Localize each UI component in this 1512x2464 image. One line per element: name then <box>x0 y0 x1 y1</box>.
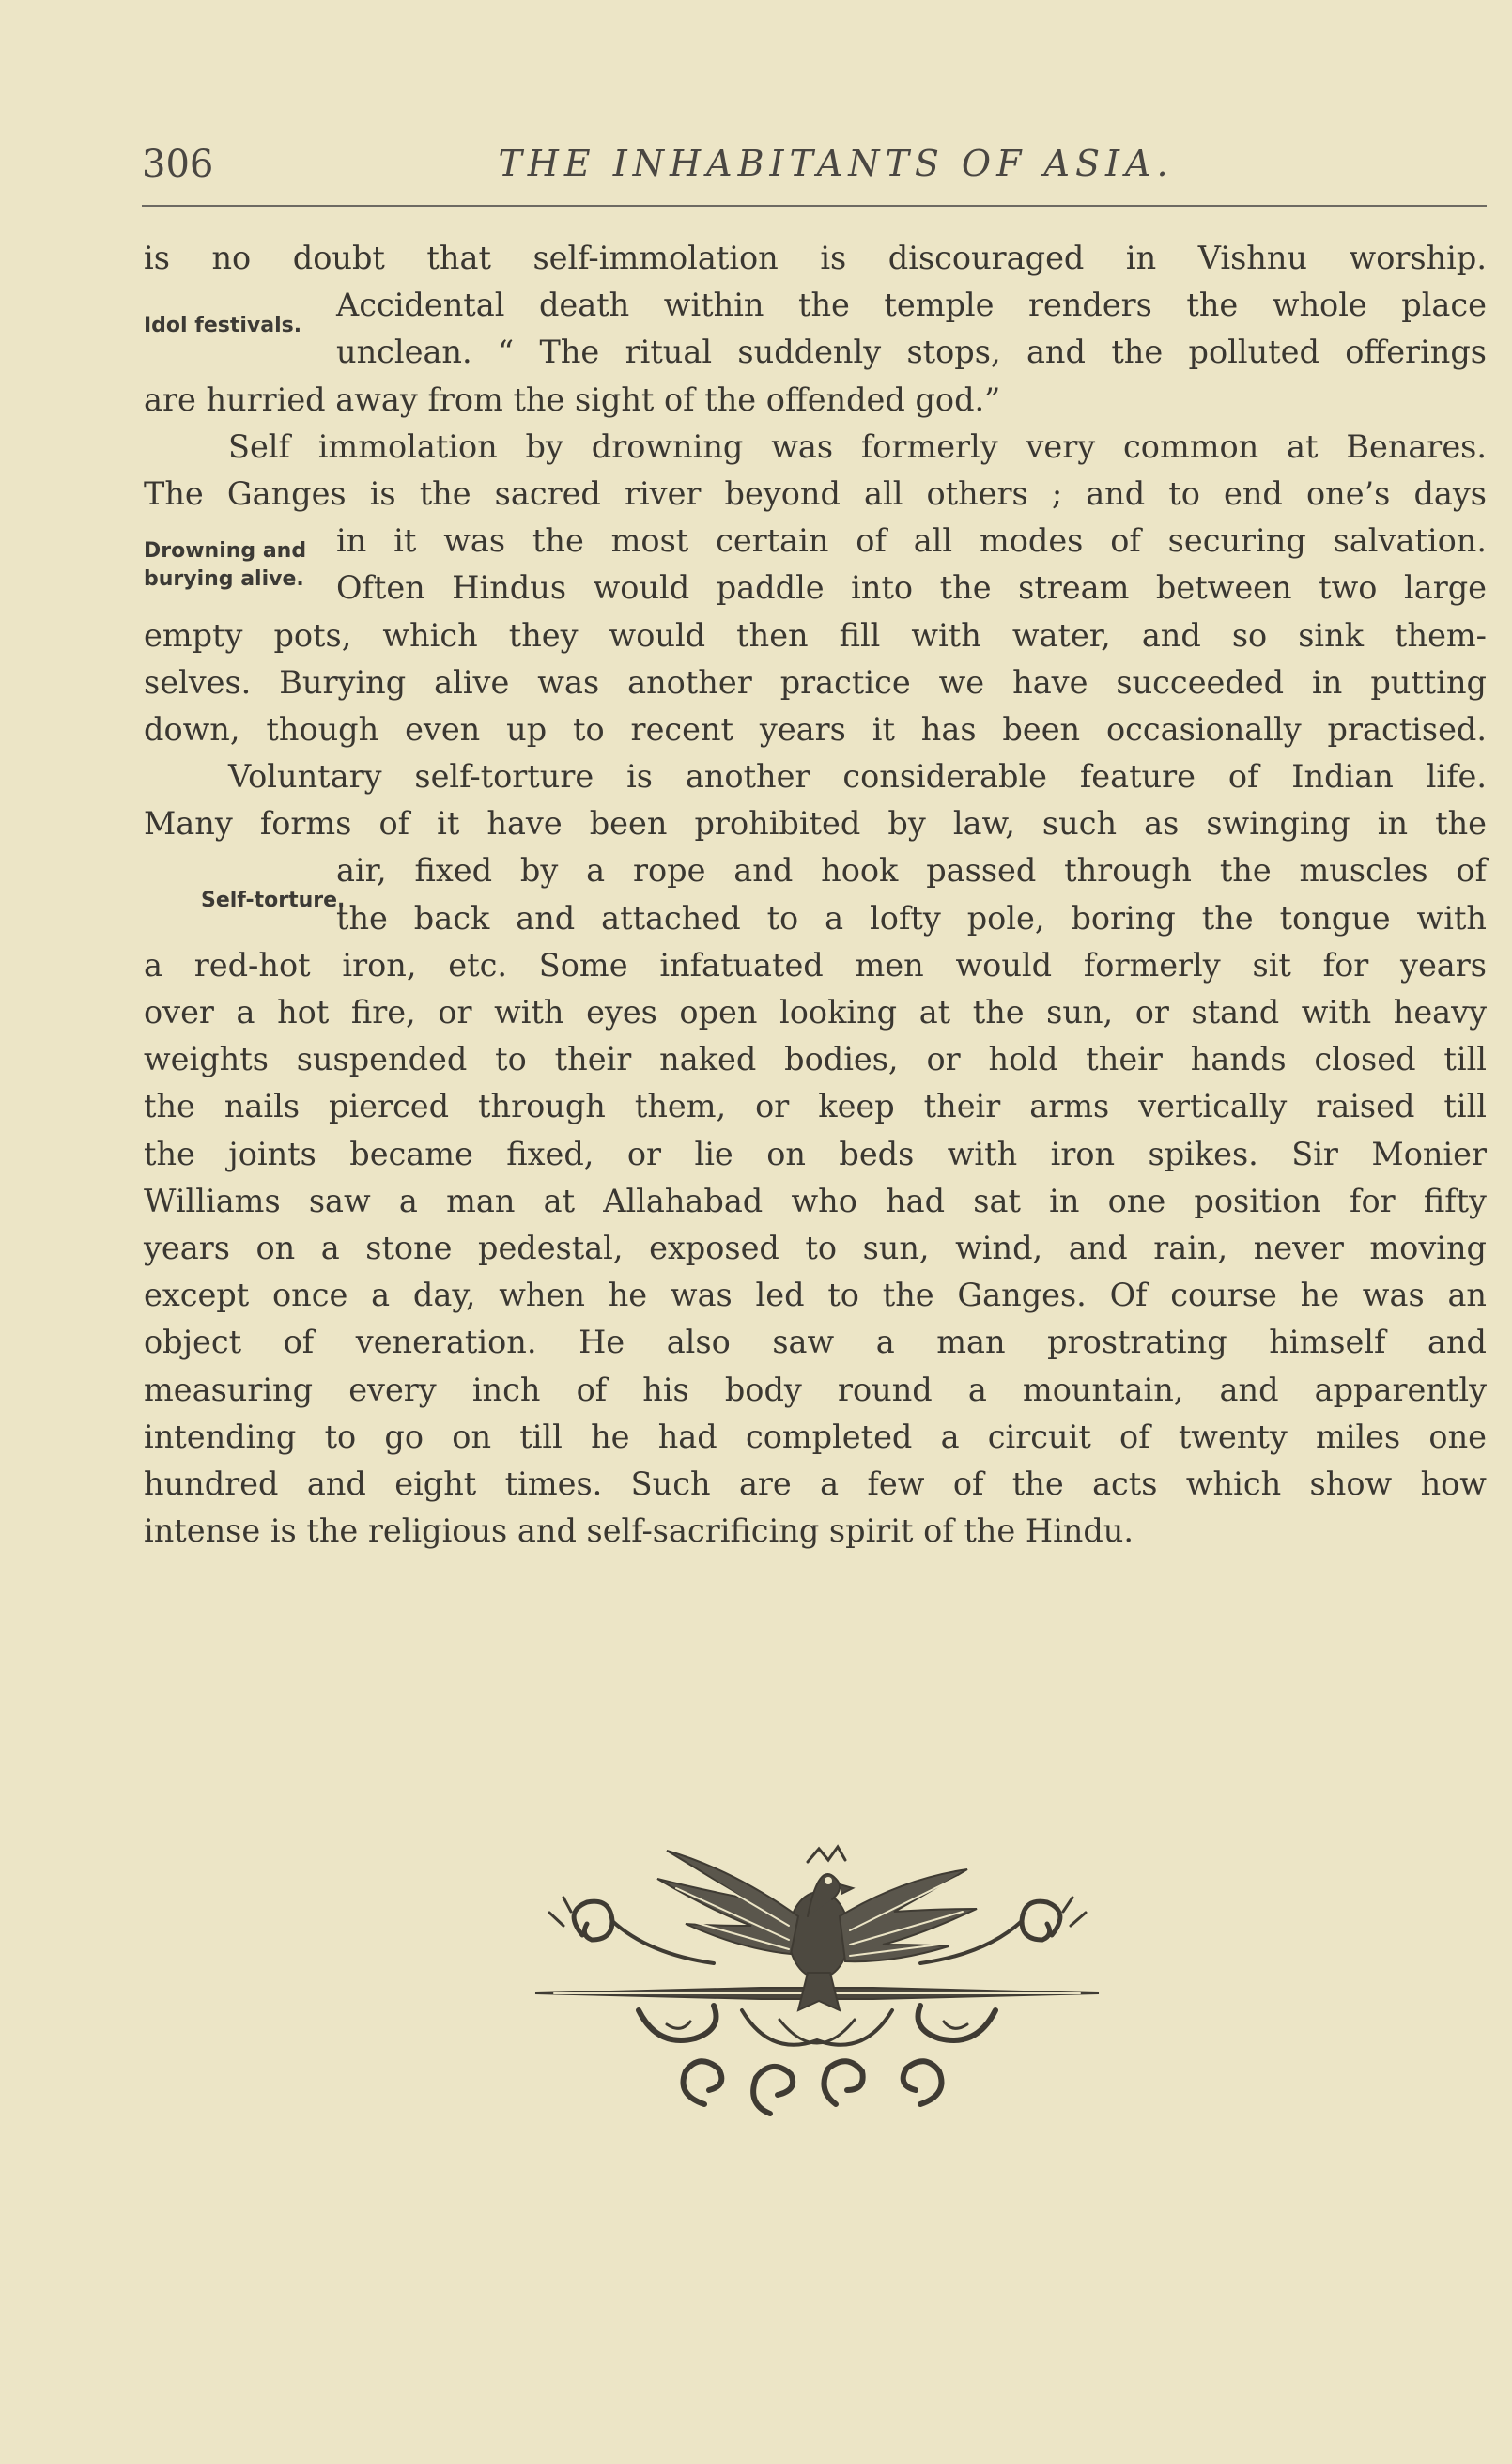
text-line: weights suspended to their naked bodies, or hold their hands closed till <box>144 1041 1487 1078</box>
text-line: are hurried away from the sight of the offended god.” <box>144 380 1001 418</box>
text-line: Voluntary self-torture is another considerable feature of Indian life. <box>228 758 1487 796</box>
text-line: Many forms of it have been prohibited by law, such as swinging in the <box>144 805 1487 843</box>
body-text <box>144 235 1487 1555</box>
text-line: a red-hot iron, etc. Some infatuated men would formerly sit for years <box>144 946 1487 984</box>
text-line: intense is the religious and self-sacrificing spirit of the Hindu. <box>144 1512 1134 1550</box>
text-line: over a hot fire, or with eyes open looking at the sun, or stand with heavy <box>144 994 1487 1031</box>
text-line: The Ganges is the sacred river beyond all others ; and to end one’s days <box>144 474 1487 512</box>
text-line: unclean. “ The ritual suddenly stops, and the polluted offerings <box>336 333 1487 371</box>
text-line: measuring every inch of his body round a mountain, and apparently <box>144 1371 1487 1408</box>
text-line: in it was the most certain of all modes of securing salvation. <box>336 522 1487 560</box>
text-line: Accidental death within the temple renders the whole place <box>336 287 1487 324</box>
text-line: the joints became fixed, or lie on beds with iron spikes. Sir Monier <box>144 1135 1487 1172</box>
text-line: air, fixed by a rope and hook passed through the muscles of <box>336 852 1487 890</box>
text-line: except once a day, when he was led to the Ganges. Of course he was an <box>144 1277 1487 1314</box>
text-line: hundred and eight times. Such are a few of the acts which show how <box>144 1464 1487 1502</box>
text-line: the nails pierced through them, or keep their arms vertically raised till <box>144 1088 1487 1125</box>
text-line: intending to go on till he had completed a circuit of twenty miles one <box>144 1418 1487 1455</box>
sidenote-drowning: Drowning and <box>144 539 307 563</box>
page-number: 306 <box>142 143 214 186</box>
text-line: years on a stone pedestal, exposed to sun, wind, and rain, never moving <box>144 1229 1487 1266</box>
sidenote-burying-alive: burying alive. <box>144 567 304 591</box>
text-line: down, though even up to recent years it has been occasionally practised. <box>144 710 1487 748</box>
text-line: empty pots, which they would then fill with water, and so sink them- <box>144 616 1487 654</box>
header-rule <box>142 205 1487 207</box>
text-line: Often Hindus would paddle into the stream between two large <box>336 569 1487 607</box>
sidenote-idol-festivals: Idol festivals. <box>144 314 302 337</box>
text-line: the back and attached to a lofty pole, boring the tongue with <box>336 899 1487 937</box>
eagle-ornament-icon <box>526 1822 1108 2132</box>
text-line: is no doubt that self-immolation is discouraged in Vishnu worship. <box>144 240 1487 276</box>
text-line: object of veneration. He also saw a man prostrating himself and <box>144 1324 1487 1361</box>
text-line: Williams saw a man at Allahabad who had sat in one position for fifty <box>144 1182 1487 1219</box>
running-title: THE INHABITANTS OF ASIA. <box>498 143 1174 184</box>
text-line: Self immolation by drowning was formerly very common at Benares. <box>228 427 1487 465</box>
text-line: selves. Burying alive was another practice we have succeeded in putting <box>144 663 1487 701</box>
sidenote-self-torture: Self-torture. <box>201 889 346 912</box>
